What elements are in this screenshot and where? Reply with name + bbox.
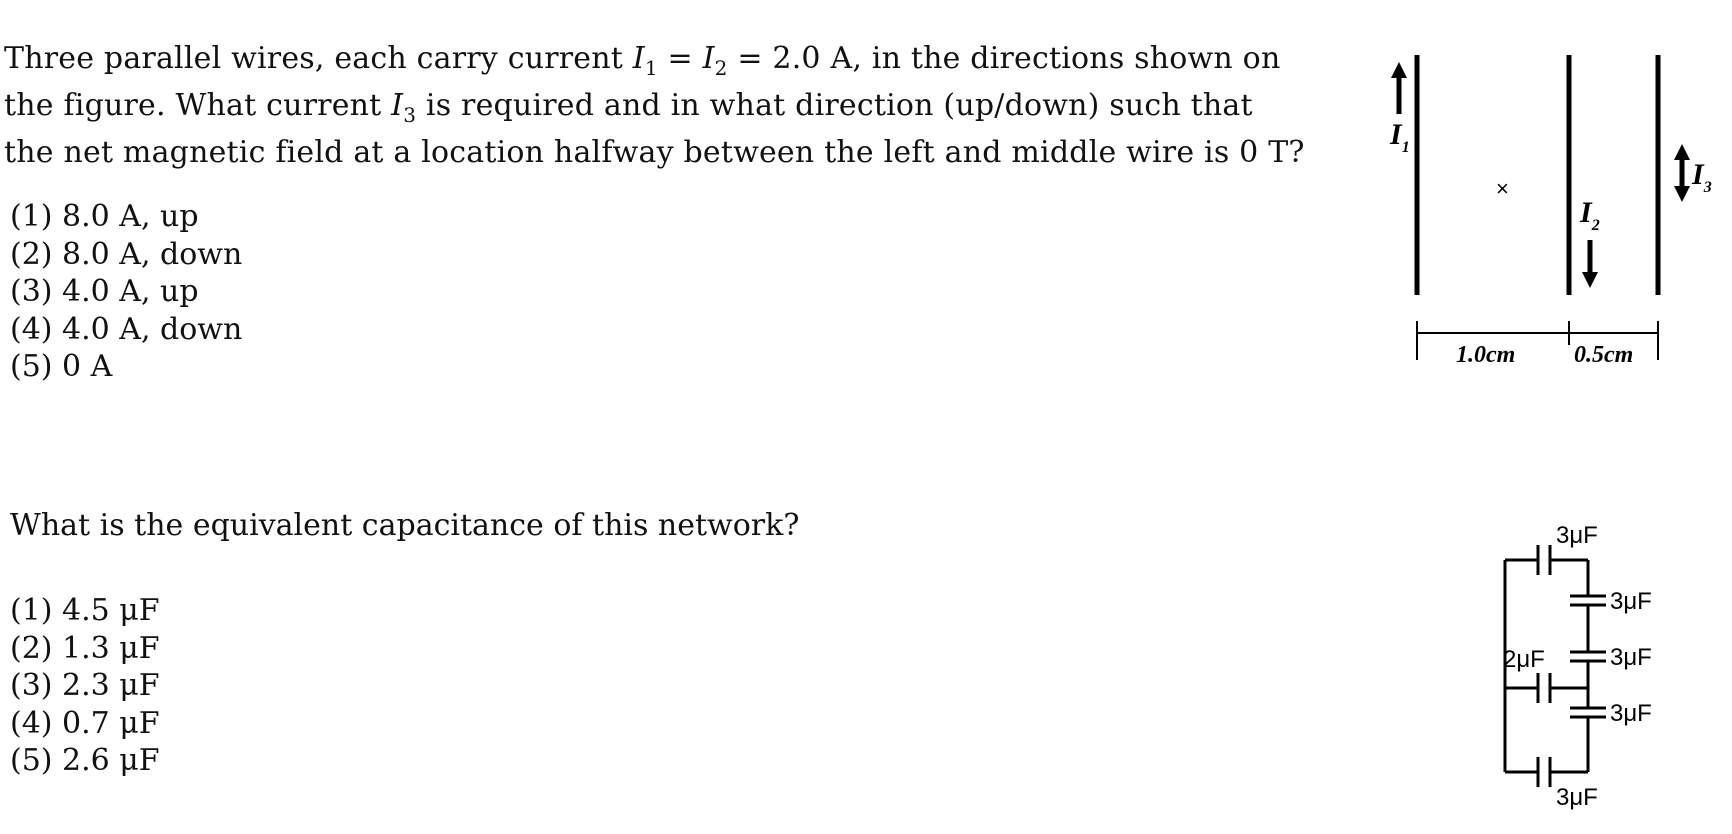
current-label-i1: $I_1$ [1390, 118, 1410, 156]
answer-option: (3) 4.0 A, up [10, 274, 199, 309]
question-1-line-1: Three parallel wires, each carry current $I_1 = I_2 = 2.0$ A, in the directions shown on [4, 41, 1281, 80]
answer-option: (4) 4.0 A, down [10, 311, 243, 347]
capacitance-label-top: 3μF [1556, 522, 1598, 549]
answer-option: (2) 1.3 μF [10, 630, 160, 666]
capacitor-right-2 [1570, 652, 1606, 661]
question-1-line-2: the figure. What current $I_3$ is required and in what direction (up/down) such that [4, 88, 1253, 127]
distance-label-2: 0.5cm [1574, 342, 1634, 368]
capacitor-network-figure [1490, 515, 1710, 815]
question-1-options [10, 198, 242, 386]
answer-option: (5) 0 A [10, 349, 113, 384]
answer-option: (3) 2.3 μF [10, 668, 160, 703]
current-label-i3: $I_3$ [1692, 158, 1712, 196]
capacitance-label-right-2: 3μF [1610, 644, 1652, 671]
capacitor-bottom [1538, 757, 1550, 787]
answer-option: (2) 8.0 A, down [10, 236, 243, 272]
capacitance-label-left-mid: 2μF [1503, 646, 1545, 673]
question-1-text [4, 40, 1305, 171]
capacitor-top [1538, 545, 1550, 575]
answer-option: (1) 8.0 A, up [10, 199, 199, 234]
question-2-options [10, 592, 160, 780]
answer-option: (5) 2.6 μF [10, 743, 160, 778]
current-label-i2: $I_2$ [1580, 196, 1600, 234]
capacitance-label-right-1: 3μF [1610, 588, 1652, 615]
question-1-line-3: the net magnetic field at a location halfway between the left and middle wire is 0 T? [4, 135, 1305, 170]
answer-option: (4) 0.7 μF [10, 705, 160, 741]
capacitor-right-3 [1570, 708, 1606, 717]
capacitor-middle [1538, 673, 1550, 703]
parallel-wires-figure [1370, 40, 1730, 380]
capacitance-label-right-3: 3μF [1610, 700, 1652, 727]
field-point-marker: × [1496, 176, 1509, 201]
answer-option: (1) 4.5 μF [10, 593, 160, 628]
question-2-text: What is the equivalent capacitance of this network? [10, 508, 800, 543]
arrow-up-down-icon [1674, 144, 1690, 202]
arrow-down-icon [1582, 240, 1598, 288]
distance-label-1: 1.0cm [1456, 342, 1516, 368]
arrow-up-icon [1391, 62, 1407, 114]
capacitor-right-1 [1570, 596, 1606, 605]
capacitance-label-bottom: 3μF [1556, 784, 1598, 811]
